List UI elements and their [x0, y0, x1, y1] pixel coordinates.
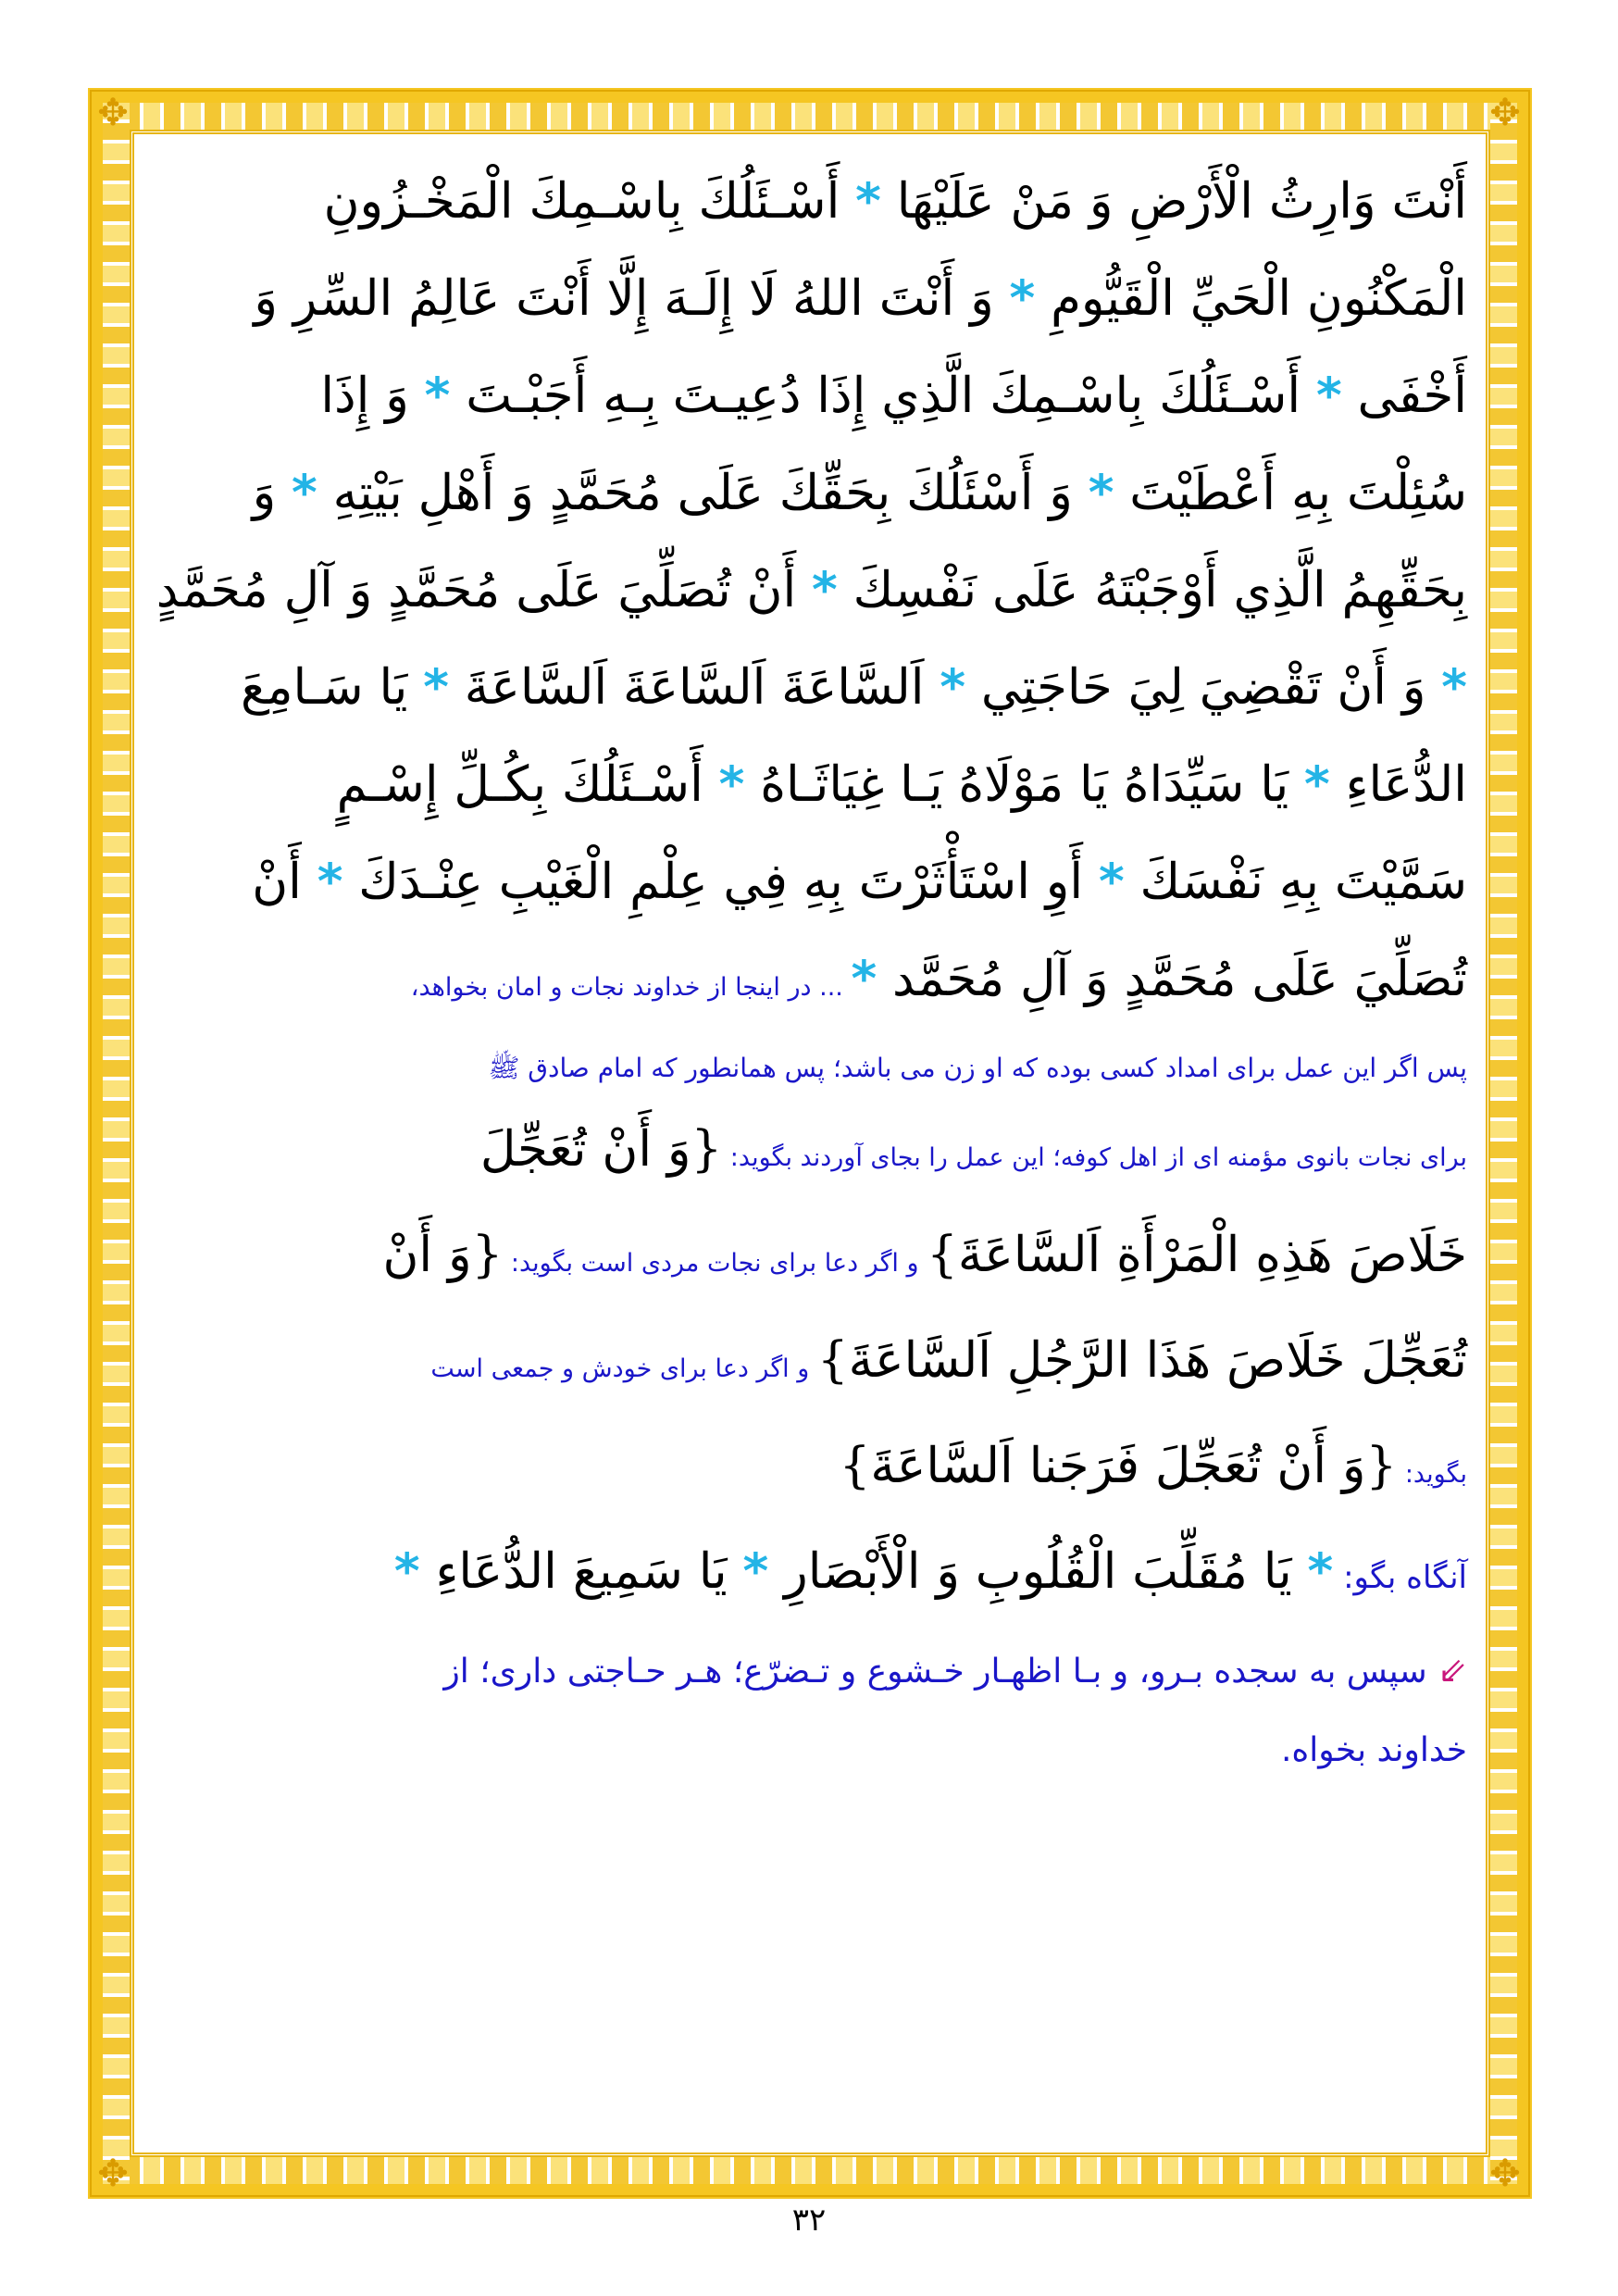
- arabic-phrase: وَ إِذَا: [320, 368, 425, 424]
- arabic-phrase: أَسْـئَلُكَ بِاسْـمِكَ الَّذِي إِذَا دُعِيـتَ بِـهِ أَجَبْـتَ: [450, 368, 1316, 424]
- star-icon: *: [812, 562, 838, 618]
- arabic-phrase: بِحَقِّهِمُ الَّذِي أَوْجَبْتَهُ عَلَى نَفْسِكَ: [837, 562, 1467, 618]
- arabic-phrase: سَمَّيْتَ بِهِ نَفْسَكَ: [1124, 854, 1467, 910]
- arabic-phrase: أَسْـئَلُكَ بِكُـلِّ إِسْـمٍ: [336, 756, 719, 813]
- arabic-phrase: يَا سَمِيعَ الدُّعَاءِ: [419, 1543, 743, 1600]
- mixed-line: [153, 1312, 1467, 1417]
- mixed-line: [153, 1101, 1467, 1206]
- corner-ornament-icon: ✥: [97, 2152, 129, 2195]
- dua-line: [153, 930, 1467, 1036]
- instruction-line: [153, 1627, 1467, 1716]
- arabic-phrase: أَسْـئَلُكَ بِاسْـمِكَ الْمَخْـزُونِ: [323, 173, 856, 230]
- arabic-phrase: أَنْ تُصَلِّيَ عَلَى مُحَمَّدٍ وَ آلِ مُحَمَّدٍ: [156, 562, 813, 618]
- farsi-note: و اگر دعا برای خودش و جمعی است: [430, 1354, 817, 1383]
- mixed-line: [153, 1417, 1467, 1523]
- star-icon: *: [1315, 368, 1342, 424]
- star-icon: *: [1441, 659, 1467, 716]
- arabic-phrase: {وَ أَنْ تُعَجِّلَ: [479, 1121, 723, 1178]
- star-icon: *: [393, 1543, 420, 1600]
- dua-line: [153, 347, 1467, 444]
- final-line: [153, 1523, 1467, 1627]
- farsi-note: بگوید:: [1397, 1460, 1467, 1489]
- arabic-phrase: تُصَلِّيَ عَلَى مُحَمَّدٍ وَ آلِ مُحَمَّد: [877, 951, 1467, 1007]
- instruction-line: خداوند بخواه.: [1280, 1731, 1467, 1769]
- dua-line: [153, 736, 1467, 833]
- dua-line: [153, 153, 1467, 250]
- dua-line: [153, 639, 1467, 736]
- farsi-note: آنگاه بگو:: [1333, 1559, 1467, 1596]
- arabic-phrase: سُئِلْتَ بِهِ أَعْطَيْتَ: [1114, 465, 1467, 521]
- arrow-icon: ⇙: [1438, 1650, 1467, 1691]
- arabic-phrase: اَلسَّاعَةَ اَلسَّاعَةَ اَلسَّاعَةَ: [448, 659, 940, 716]
- arabic-phrase: {وَ أَنْ تُعَجِّلَ فَرَجَنا اَلسَّاعَةَ}: [839, 1438, 1398, 1494]
- star-icon: *: [424, 368, 451, 424]
- star-icon: *: [317, 854, 343, 910]
- arabic-phrase: {وَ أَنْ: [382, 1227, 504, 1283]
- arabic-phrase: وَ أَنْتَ اللهُ لَا إِلَـهَ إِلَّا أَنْتَ عَالِمُ السِّرِ وَ: [254, 270, 1010, 327]
- arabic-phrase: أَخْفَى: [1341, 368, 1467, 424]
- corner-ornament-icon: ✥: [97, 92, 129, 134]
- star-icon: *: [742, 1543, 769, 1600]
- arabic-phrase: أَنْتَ وَارِثُ الْأَرْضِ وَ مَنْ عَلَيْهَا: [880, 173, 1467, 230]
- dua-line: [153, 250, 1467, 347]
- dua-line: [153, 833, 1467, 930]
- star-icon: *: [1009, 270, 1036, 327]
- farsi-note: و اگر دعا برای نجات مردی است بگوید:: [503, 1249, 927, 1278]
- star-icon: *: [1088, 465, 1114, 521]
- arabic-phrase: يَا سَيِّدَاهُ يَا مَوْلَاهُ يَـا غِيَاثَـاهُ: [744, 756, 1305, 813]
- arabic-phrase: وَ: [252, 465, 292, 521]
- star-icon: *: [1307, 1543, 1334, 1600]
- arabic-phrase: وَ أَنْ تَقْضِيَ لِيَ حَاجَتِي: [965, 659, 1442, 716]
- arabic-phrase: أَنْ: [252, 854, 317, 910]
- page-content: [153, 153, 1467, 2152]
- arabic-phrase: أَوِ اسْتَأْثَرْتَ بِهِ فِي عِلْمِ الْغَيْبِ عِنْـدَكَ: [342, 854, 1099, 910]
- arabic-phrase: يَا مُقَلِّبَ الْقُلُوبِ وَ الْأَبْصَارِ: [768, 1543, 1308, 1600]
- dua-line: [153, 542, 1467, 639]
- arabic-phrase: الدُّعَاءِ: [1329, 756, 1467, 813]
- corner-ornament-icon: ✥: [1489, 92, 1521, 134]
- farsi-note: برای نجات بانوی مؤمنه ای از اهل کوفه؛ این عمل را بجای آوردند بگوید:: [722, 1143, 1467, 1172]
- arabic-phrase: وَ أَسْئَلُكَ بِحَقِّكَ عَلَى مُحَمَّدٍ وَ أَهْلِ بَيْتِهِ: [317, 465, 1089, 521]
- arabic-phrase: الْمَكْنُونِ الْحَيِّ الْقَيُّومِ: [1035, 270, 1467, 327]
- arabic-phrase: يَا سَـامِعَ: [240, 659, 424, 716]
- star-icon: *: [718, 756, 745, 813]
- farsi-note: ... در اینجا از خداوند نجات و امان بخواهد،: [410, 973, 852, 1002]
- mixed-line: [153, 1206, 1467, 1312]
- star-icon: *: [292, 465, 317, 521]
- star-icon: *: [851, 951, 877, 1007]
- dua-line: [153, 444, 1467, 542]
- farsi-note-line: پس اگر این عمل برای امداد کسی بوده که او زن می باشد؛ پس همانطور که امام صادق ﷺ: [488, 1053, 1467, 1083]
- star-icon: *: [855, 173, 881, 230]
- arabic-phrase: تُعَجِّلَ خَلَاصَ هَذَا الرَّجُلِ اَلسَّاعَةَ}: [816, 1332, 1467, 1389]
- star-icon: *: [940, 659, 966, 716]
- page-number: ۳۲: [791, 2202, 827, 2239]
- star-icon: *: [423, 659, 449, 716]
- instruction-text: سپس به سجده بـرو، و بـا اظهـار خـشوع و تـضرّع؛ هـر حـاجتی داری؛ از: [443, 1653, 1438, 1691]
- corner-ornament-icon: ✥: [1489, 2152, 1521, 2195]
- star-icon: *: [1304, 756, 1330, 813]
- star-icon: *: [1098, 854, 1125, 910]
- dua-text: [153, 153, 1467, 1036]
- arabic-phrase: خَلَاصَ هَذِهِ الْمَرْأَةِ اَلسَّاعَةَ}: [927, 1227, 1467, 1283]
